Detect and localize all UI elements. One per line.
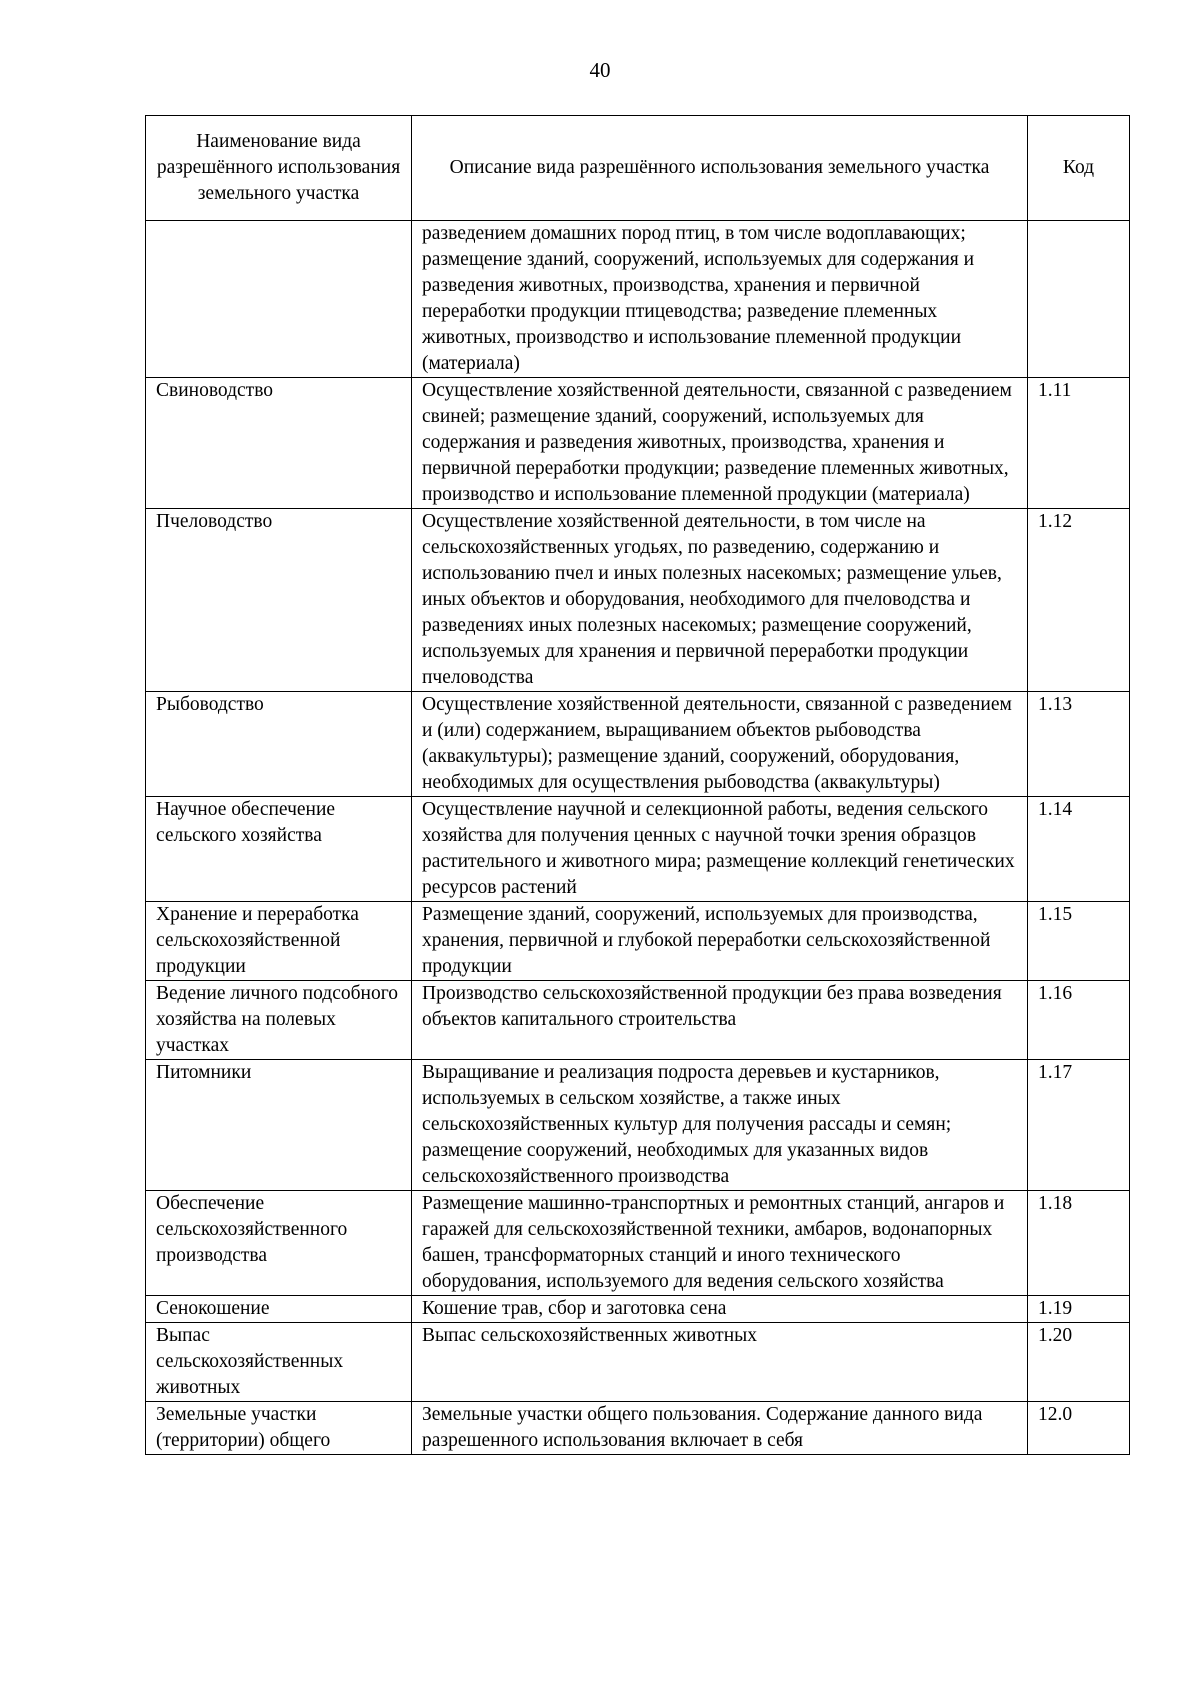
row-description: Размещение машинно-транспортных и ремонтных станций, ангаров и гаражей для сельскохозяйственной техники, амбаров, водонапорных башен, трансформаторных станций и иного технического оборудования, используемого для ведения сельского хозяйства bbox=[412, 1191, 1028, 1296]
row-description: разведением домашних пород птиц, в том числе водоплавающих; размещение зданий, сооружений, используемых для содержания и разведения животных, производства, хранения и первичной переработки продукции птицеводства; разведение племенных животных, производство и использование племенной продукции (материала) bbox=[412, 221, 1028, 378]
header-description: Описание вида разрешённого использования земельного участка bbox=[412, 116, 1028, 221]
row-code: 1.19 bbox=[1028, 1296, 1130, 1323]
row-description: Земельные участки общего пользования. Содержание данного вида разрешенного использования включает в себя bbox=[412, 1402, 1028, 1455]
row-description: Кошение трав, сбор и заготовка сена bbox=[412, 1296, 1028, 1323]
table-row bbox=[146, 1323, 1130, 1402]
header-row bbox=[146, 116, 1130, 221]
row-code: 1.15 bbox=[1028, 902, 1130, 981]
table-header bbox=[146, 116, 1130, 221]
row-description: Производство сельскохозяйственной продукции без права возведения объектов капитального строительства bbox=[412, 981, 1028, 1060]
page-number: 40 bbox=[589, 58, 611, 82]
row-name: Обеспечение сельскохозяйственного производства bbox=[146, 1191, 412, 1296]
row-code: 1.16 bbox=[1028, 981, 1130, 1060]
row-code: 1.18 bbox=[1028, 1191, 1130, 1296]
row-code: 1.13 bbox=[1028, 692, 1130, 797]
row-name: Земельные участки (территории) общего bbox=[146, 1402, 412, 1455]
table-row bbox=[146, 797, 1130, 902]
row-name: Научное обеспечение сельского хозяйства bbox=[146, 797, 412, 902]
table-row bbox=[146, 1296, 1130, 1323]
header-code: Код bbox=[1028, 116, 1130, 221]
row-name: Пчеловодство bbox=[146, 509, 412, 692]
row-name: Выпас сельскохозяйственных животных bbox=[146, 1323, 412, 1402]
table-row bbox=[146, 1191, 1130, 1296]
table-row bbox=[146, 509, 1130, 692]
table-row bbox=[146, 902, 1130, 981]
table-row bbox=[146, 981, 1130, 1060]
row-name bbox=[146, 221, 412, 378]
row-code: 1.17 bbox=[1028, 1060, 1130, 1191]
row-name: Рыбоводство bbox=[146, 692, 412, 797]
header-name: Наименование вида разрешённого использования земельного участка bbox=[146, 116, 412, 221]
row-description: Осуществление научной и селекционной работы, ведения сельского хозяйства для получения ценных с научной точки зрения образцов растительного и животного мира; размещение коллекций генетических ресурсов растений bbox=[412, 797, 1028, 902]
table-row bbox=[146, 221, 1130, 378]
row-code: 12.0 bbox=[1028, 1402, 1130, 1455]
table-row bbox=[146, 378, 1130, 509]
row-name: Ведение личного подсобного хозяйства на полевых участках bbox=[146, 981, 412, 1060]
row-name: Хранение и переработка сельскохозяйственной продукции bbox=[146, 902, 412, 981]
row-code: 1.14 bbox=[1028, 797, 1130, 902]
row-description: Осуществление хозяйственной деятельности, связанной с разведением свиней; размещение зданий, сооружений, используемых для содержания и разведения животных, производства, хранения и первичной переработки продукции; разведение племенных животных, производство и использование племенной продукции (материала) bbox=[412, 378, 1028, 509]
row-name: Сенокошение bbox=[146, 1296, 412, 1323]
row-description: Осуществление хозяйственной деятельности, связанной с разведением и (или) содержанием, выращиванием объектов рыбоводства (аквакультуры); размещение зданий, сооружений, оборудования, необходимых для осуществления рыбоводства (аквакультуры) bbox=[412, 692, 1028, 797]
table-row bbox=[146, 1402, 1130, 1455]
row-description: Осуществление хозяйственной деятельности, в том числе на сельскохозяйственных угодьях, по разведению, содержанию и использованию пчел и иных полезных насекомых; размещение ульев, иных объектов и оборудования, необходимого для пчеловодства и разведениях иных полезных насекомых; размещение сооружений, используемых для хранения и первичной переработки продукции пчеловодства bbox=[412, 509, 1028, 692]
row-name: Питомники bbox=[146, 1060, 412, 1191]
land-use-table bbox=[145, 115, 1130, 1455]
row-code: 1.11 bbox=[1028, 378, 1130, 509]
table-row bbox=[146, 1060, 1130, 1191]
row-code: 1.20 bbox=[1028, 1323, 1130, 1402]
row-description: Размещение зданий, сооружений, используемых для производства, хранения, первичной и глубокой переработки сельскохозяйственной продукции bbox=[412, 902, 1028, 981]
row-description: Выпас сельскохозяйственных животных bbox=[412, 1323, 1028, 1402]
row-name: Свиноводство bbox=[146, 378, 412, 509]
row-description: Выращивание и реализация подроста деревьев и кустарников, используемых в сельском хозяйстве, а также иных сельскохозяйственных культур для получения рассады и семян; размещение сооружений, необходимых для указанных видов сельскохозяйственного производства bbox=[412, 1060, 1028, 1191]
table-row bbox=[146, 692, 1130, 797]
row-code bbox=[1028, 221, 1130, 378]
row-code: 1.12 bbox=[1028, 509, 1130, 692]
